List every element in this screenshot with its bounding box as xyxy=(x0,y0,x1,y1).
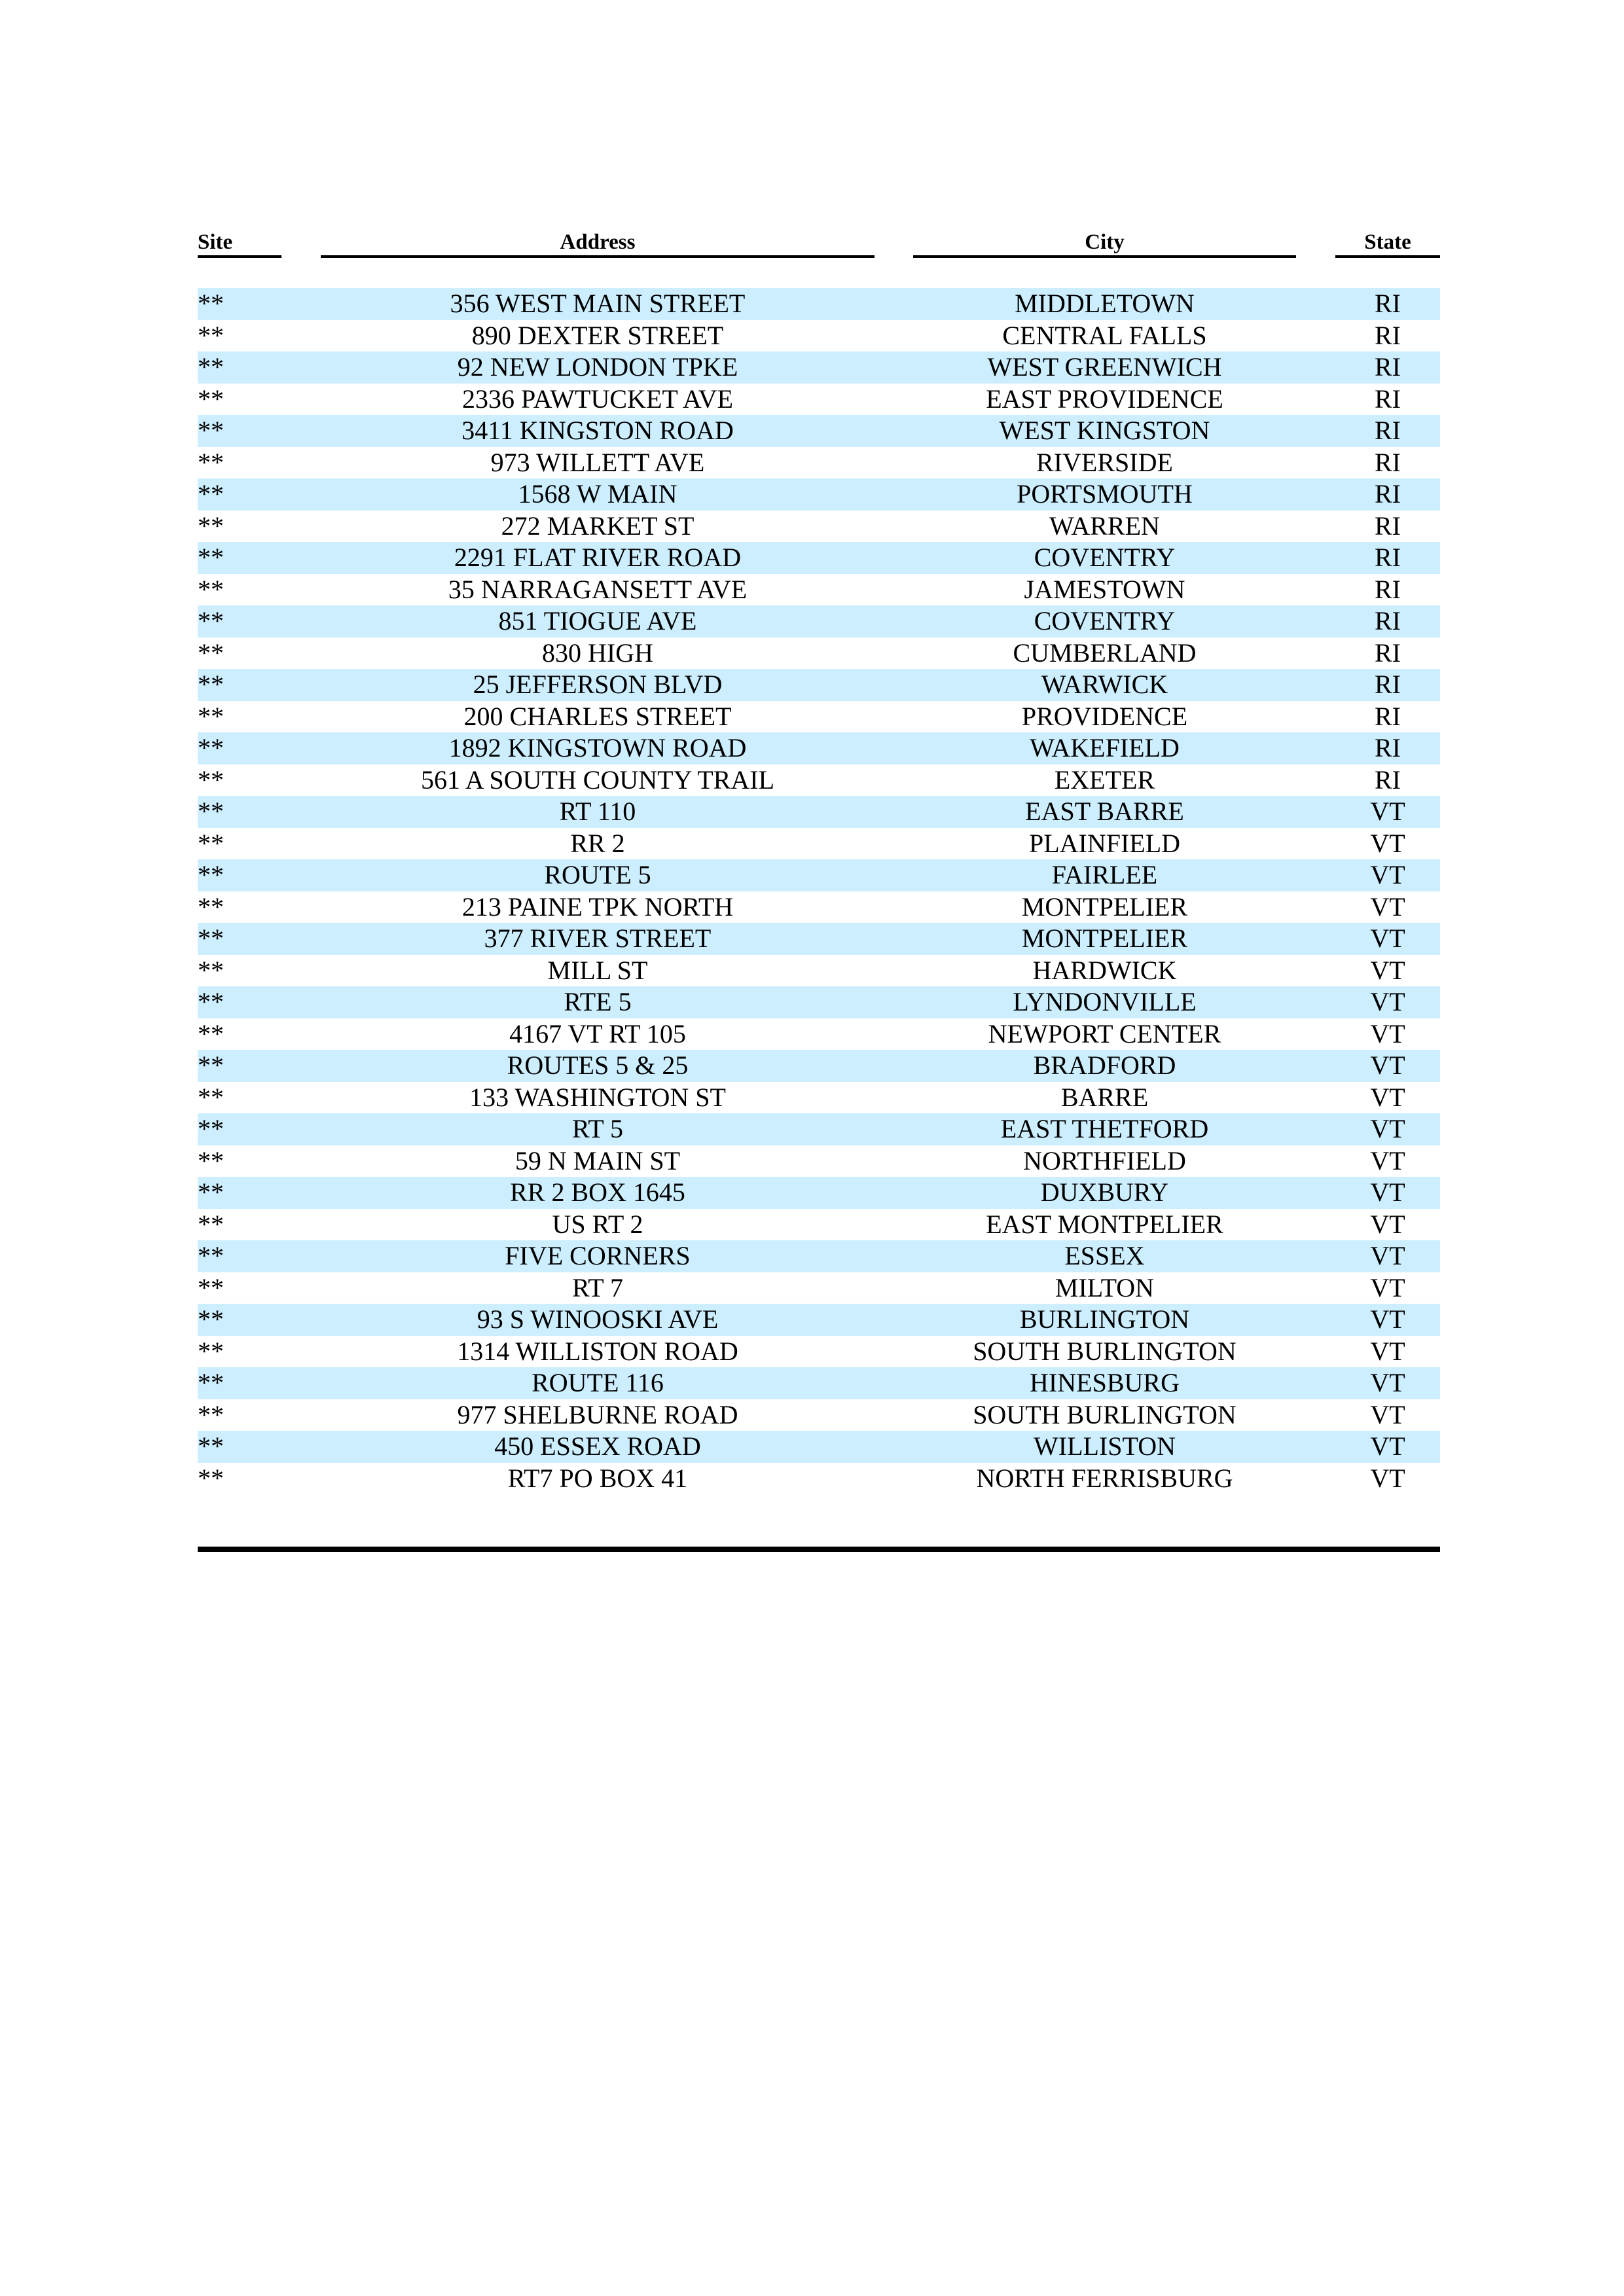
table-header xyxy=(0,229,1624,257)
cell-site: ** xyxy=(198,1272,224,1302)
table-row xyxy=(198,1304,1440,1336)
cell-state: VT xyxy=(1370,1272,1405,1302)
cell-city: SOUTH BURLINGTON xyxy=(973,1336,1236,1366)
cell-city: WARWICK xyxy=(1041,670,1168,699)
cell-address: RT7 PO BOX 41 xyxy=(507,1463,688,1493)
cell-site: ** xyxy=(198,1463,224,1493)
cell-state: RI xyxy=(1375,574,1401,604)
cell-site: ** xyxy=(198,1399,224,1429)
cell-address: 973 WILLETT AVE xyxy=(490,447,705,477)
cell-state: VT xyxy=(1370,1399,1405,1429)
cell-address: FIVE CORNERS xyxy=(505,1241,691,1270)
cell-city: COVENTRY xyxy=(1034,606,1176,636)
cell-city: EAST THETFORD xyxy=(1000,1114,1209,1143)
cell-site: ** xyxy=(198,987,224,1016)
cell-state: VT xyxy=(1370,1241,1405,1270)
cell-address: 977 SHELBURNE ROAD xyxy=(457,1399,738,1429)
table-body xyxy=(198,288,1440,1494)
cell-site: ** xyxy=(198,860,224,889)
table-row xyxy=(198,955,1440,987)
cell-address: ROUTE 116 xyxy=(532,1368,664,1397)
table-row xyxy=(198,637,1440,670)
cell-address: 93 S WINOOSKI AVE xyxy=(477,1304,719,1334)
table-row xyxy=(198,1082,1440,1114)
cell-state: VT xyxy=(1370,1209,1405,1239)
cell-city: JAMESTOWN xyxy=(1024,574,1185,604)
cell-state: VT xyxy=(1370,797,1405,826)
cell-address: 2336 PAWTUCKET AVE xyxy=(462,384,733,414)
cell-address: ROUTE 5 xyxy=(544,860,651,889)
table-row xyxy=(198,891,1440,924)
table-row xyxy=(198,701,1440,733)
cell-site: ** xyxy=(198,637,224,668)
cell-address: RR 2 xyxy=(570,828,625,858)
cell-address: 830 HIGH xyxy=(542,637,653,668)
table-row xyxy=(198,1050,1440,1082)
cell-city: CENTRAL FALLS xyxy=(1002,320,1207,350)
cell-city: WAKEFIELD xyxy=(1030,733,1180,762)
cell-city: ESSEX xyxy=(1064,1241,1145,1270)
table-row xyxy=(198,1177,1440,1209)
table-row xyxy=(198,764,1440,797)
cell-address: RT 110 xyxy=(559,797,636,826)
cell-address: 3411 KINGSTON ROAD xyxy=(461,416,734,445)
cell-site: ** xyxy=(198,1050,224,1080)
table-row xyxy=(198,669,1440,701)
cell-site: ** xyxy=(198,416,224,445)
cell-site: ** xyxy=(198,543,224,572)
cell-site: ** xyxy=(198,955,224,985)
cell-site: ** xyxy=(198,1018,224,1049)
cell-site: ** xyxy=(198,1304,224,1334)
cell-site: ** xyxy=(198,1336,224,1366)
cell-site: ** xyxy=(198,447,224,477)
cell-state: VT xyxy=(1370,1114,1405,1143)
cell-address: 272 MARKET ST xyxy=(501,511,695,541)
table-row xyxy=(198,1145,1440,1177)
cell-site: ** xyxy=(198,1114,224,1143)
cell-site: ** xyxy=(198,1241,224,1270)
cell-site: ** xyxy=(198,764,224,795)
cell-address: 377 RIVER STREET xyxy=(484,924,712,953)
cell-city: SOUTH BURLINGTON xyxy=(973,1399,1236,1429)
cell-state: VT xyxy=(1370,1336,1405,1366)
cell-state: VT xyxy=(1370,1368,1405,1397)
cell-city: EXETER xyxy=(1054,764,1155,795)
table-row xyxy=(198,1209,1440,1241)
cell-address: RT 5 xyxy=(572,1114,623,1143)
cell-site: ** xyxy=(198,289,224,318)
cell-state: VT xyxy=(1370,1431,1405,1461)
cell-city: CUMBERLAND xyxy=(1013,637,1197,668)
cell-state: VT xyxy=(1370,955,1405,985)
table-row xyxy=(198,986,1440,1018)
cell-address: 200 CHARLES STREET xyxy=(463,701,732,731)
cell-state: VT xyxy=(1370,1018,1405,1049)
table-row xyxy=(198,859,1440,891)
table-bottom-rule xyxy=(198,1547,1440,1552)
table-row xyxy=(198,828,1440,860)
table-row xyxy=(198,796,1440,828)
cell-site: ** xyxy=(198,1368,224,1397)
cell-address: 450 ESSEX ROAD xyxy=(494,1431,701,1461)
cell-state: RI xyxy=(1375,701,1401,731)
cell-address: 92 NEW LONDON TPKE xyxy=(457,352,738,382)
column-header-state: State xyxy=(1335,229,1440,258)
cell-site: ** xyxy=(198,1082,224,1112)
cell-site: ** xyxy=(198,828,224,858)
cell-address: 1314 WILLISTON ROAD xyxy=(457,1336,738,1366)
cell-site: ** xyxy=(198,924,224,953)
cell-address: 1892 KINGSTOWN ROAD xyxy=(448,733,747,762)
cell-city: NORTHFIELD xyxy=(1023,1145,1186,1175)
cell-address: US RT 2 xyxy=(552,1209,643,1239)
cell-city: PROVIDENCE xyxy=(1021,701,1188,731)
table-row xyxy=(198,923,1440,955)
cell-city: MIDDLETOWN xyxy=(1015,289,1195,318)
cell-site: ** xyxy=(198,701,224,731)
cell-site: ** xyxy=(198,1145,224,1175)
cell-state: RI xyxy=(1375,416,1401,445)
table-row xyxy=(198,1240,1440,1272)
cell-site: ** xyxy=(198,891,224,922)
table-row xyxy=(198,511,1440,543)
cell-city: WARREN xyxy=(1049,511,1160,541)
table-row xyxy=(198,288,1440,320)
cell-address: 35 NARRAGANSETT AVE xyxy=(448,574,748,604)
cell-address: RTE 5 xyxy=(564,987,632,1016)
cell-city: NORTH FERRISBURG xyxy=(976,1463,1233,1493)
cell-state: VT xyxy=(1370,891,1405,922)
cell-address: 851 TIOGUE AVE xyxy=(498,606,697,636)
cell-address: 890 DEXTER STREET xyxy=(471,320,724,350)
cell-city: EAST MONTPELIER xyxy=(986,1209,1223,1239)
cell-state: RI xyxy=(1375,733,1401,762)
table-row xyxy=(198,605,1440,637)
cell-city: DUXBURY xyxy=(1040,1177,1169,1207)
cell-state: VT xyxy=(1370,828,1405,858)
cell-state: RI xyxy=(1375,447,1401,477)
cell-city: BURLINGTON xyxy=(1019,1304,1190,1334)
cell-address: 25 JEFFERSON BLVD xyxy=(473,670,723,699)
cell-state: RI xyxy=(1375,606,1401,636)
cell-site: ** xyxy=(198,384,224,414)
cell-address: 213 PAINE TPK NORTH xyxy=(461,891,734,922)
cell-address: RT 7 xyxy=(572,1272,623,1302)
cell-state: VT xyxy=(1370,924,1405,953)
table-row xyxy=(198,1018,1440,1050)
cell-address: 2291 FLAT RIVER ROAD xyxy=(454,543,742,572)
cell-state: RI xyxy=(1375,479,1401,509)
table-row xyxy=(198,447,1440,479)
table-row xyxy=(198,542,1440,574)
cell-address: ROUTES 5 & 25 xyxy=(507,1050,689,1080)
cell-city: MILTON xyxy=(1055,1272,1155,1302)
cell-city: EAST PROVIDENCE xyxy=(986,384,1223,414)
cell-address: 4167 VT RT 105 xyxy=(509,1018,686,1049)
cell-address: 356 WEST MAIN STREET xyxy=(450,289,746,318)
cell-site: ** xyxy=(198,479,224,509)
column-header-site: Site xyxy=(198,229,281,258)
cell-address: 133 WASHINGTON ST xyxy=(469,1082,726,1112)
table-row xyxy=(198,1367,1440,1399)
cell-state: VT xyxy=(1370,987,1405,1016)
cell-city: BARRE xyxy=(1060,1082,1149,1112)
cell-address: 561 A SOUTH COUNTY TRAIL xyxy=(420,764,775,795)
cell-state: RI xyxy=(1375,511,1401,541)
table-row xyxy=(198,1431,1440,1463)
table-row xyxy=(198,574,1440,606)
table-row xyxy=(198,320,1440,352)
cell-state: VT xyxy=(1370,1145,1405,1175)
cell-address: 1568 W MAIN xyxy=(518,479,677,509)
table-row xyxy=(198,1399,1440,1431)
cell-city: MONTPELIER xyxy=(1021,924,1188,953)
cell-address: MILL ST xyxy=(547,955,648,985)
column-header-address: Address xyxy=(321,229,875,258)
table-row xyxy=(198,384,1440,416)
cell-city: WEST GREENWICH xyxy=(987,352,1222,382)
cell-city: LYNDONVILLE xyxy=(1013,987,1197,1016)
cell-state: RI xyxy=(1375,670,1401,699)
cell-site: ** xyxy=(198,1431,224,1461)
cell-state: VT xyxy=(1370,1177,1405,1207)
cell-state: RI xyxy=(1375,289,1401,318)
cell-state: RI xyxy=(1375,764,1401,795)
cell-city: PLAINFIELD xyxy=(1028,828,1181,858)
cell-city: PORTSMOUTH xyxy=(1017,479,1193,509)
cell-city: EAST BARRE xyxy=(1025,797,1184,826)
cell-state: RI xyxy=(1375,384,1401,414)
cell-city: COVENTRY xyxy=(1034,543,1176,572)
cell-city: FAIRLEE xyxy=(1051,860,1158,889)
cell-state: VT xyxy=(1370,860,1405,889)
cell-city: RIVERSIDE xyxy=(1036,447,1173,477)
cell-city: NEWPORT CENTER xyxy=(988,1018,1221,1049)
cell-site: ** xyxy=(198,574,224,604)
table-row xyxy=(198,732,1440,764)
cell-address: RR 2 BOX 1645 xyxy=(510,1177,685,1207)
column-header-city: City xyxy=(913,229,1296,258)
cell-state: VT xyxy=(1370,1463,1405,1493)
cell-city: HARDWICK xyxy=(1032,955,1177,985)
cell-city: BRADFORD xyxy=(1033,1050,1176,1080)
table-row xyxy=(198,1336,1440,1368)
cell-state: VT xyxy=(1370,1304,1405,1334)
cell-state: VT xyxy=(1370,1082,1405,1112)
cell-state: RI xyxy=(1375,352,1401,382)
table-row xyxy=(198,1272,1440,1304)
cell-city: WILLISTON xyxy=(1034,1431,1176,1461)
table-row xyxy=(198,478,1440,511)
cell-site: ** xyxy=(198,511,224,541)
cell-site: ** xyxy=(198,352,224,382)
cell-city: MONTPELIER xyxy=(1021,891,1188,922)
table-row xyxy=(198,351,1440,384)
cell-site: ** xyxy=(198,606,224,636)
cell-site: ** xyxy=(198,320,224,350)
table-row xyxy=(198,1113,1440,1145)
cell-city: WEST KINGSTON xyxy=(999,416,1210,445)
cell-site: ** xyxy=(198,1209,224,1239)
table-row xyxy=(198,415,1440,447)
cell-site: ** xyxy=(198,1177,224,1207)
cell-city: HINESBURG xyxy=(1030,1368,1180,1397)
cell-state: RI xyxy=(1375,637,1401,668)
cell-site: ** xyxy=(198,733,224,762)
cell-address: 59 N MAIN ST xyxy=(514,1145,681,1175)
table-row xyxy=(198,1463,1440,1495)
cell-site: ** xyxy=(198,670,224,699)
cell-site: ** xyxy=(198,797,224,826)
cell-state: RI xyxy=(1375,320,1401,350)
cell-state: RI xyxy=(1375,543,1401,572)
cell-state: VT xyxy=(1370,1050,1405,1080)
